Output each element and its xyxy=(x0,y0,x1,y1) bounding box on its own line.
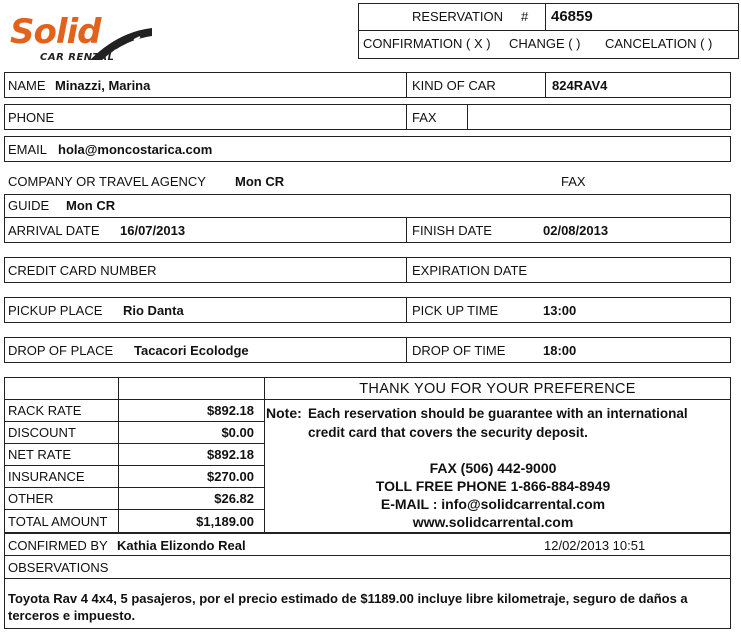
dropoff-place-value: Tacacori Ecolodge xyxy=(134,343,249,358)
name-label: NAME xyxy=(8,78,46,93)
contact-website: www.solidcarrental.com xyxy=(412,514,574,530)
company-value: Mon CR xyxy=(235,174,285,189)
rate-row-line-5 xyxy=(4,509,264,510)
contact-fax: FAX (506) 442-9000 xyxy=(429,460,557,476)
name-divider xyxy=(406,72,407,98)
reservation-number: 46859 xyxy=(551,8,593,25)
net-rate-label: NET RATE xyxy=(8,447,72,462)
email-value: hola@moncostarica.com xyxy=(58,142,213,157)
note-line-2: credit card that covers the security deposit. xyxy=(308,425,588,440)
reservation-number-divider xyxy=(545,3,546,31)
dropoff-divider xyxy=(406,337,407,363)
confirmed-divider xyxy=(4,555,731,556)
observations-text xyxy=(8,590,728,624)
rate-row-line-4 xyxy=(4,487,264,488)
observations-label: OBSERVATIONS xyxy=(8,560,109,575)
observations-divider xyxy=(4,578,731,579)
company-label: COMPANY OR TRAVEL AGENCY xyxy=(8,174,206,189)
guide-value: Mon CR xyxy=(66,198,116,213)
confirmed-datetime: 12/02/2013 10:51 xyxy=(544,538,646,553)
net-rate-value: $892.18 xyxy=(207,447,254,462)
company-fax-label: FAX xyxy=(561,174,586,189)
dropoff-time-value: 18:00 xyxy=(543,343,577,358)
fax-divider xyxy=(467,104,468,130)
thank-you-heading: THANK YOU FOR YOUR PREFERENCE xyxy=(359,381,636,397)
name-value: Minazzi, Marina xyxy=(55,78,151,93)
pickup-time-label: PICK UP TIME xyxy=(412,303,499,318)
finish-date-value: 02/08/2013 xyxy=(543,223,609,238)
arrival-date-value: 16/07/2013 xyxy=(120,223,186,238)
rack-rate-value: $892.18 xyxy=(207,403,254,418)
rate-row-line-1 xyxy=(4,421,264,422)
thanks-divider xyxy=(264,399,731,400)
arrival-date-label: ARRIVAL DATE xyxy=(8,223,100,238)
email-label: EMAIL xyxy=(8,142,48,157)
total-amount-value: $1,189.00 xyxy=(196,514,254,529)
contact-info xyxy=(264,459,722,531)
credit-card-label: CREDIT CARD NUMBER xyxy=(8,263,157,278)
pickup-place-label: PICKUP PLACE xyxy=(8,303,103,318)
contact-toll-free: TOLL FREE PHONE 1-866-884-8949 xyxy=(375,478,611,494)
reservation-divider xyxy=(358,30,739,31)
confirmed-by-value: Kathia Elizondo Real xyxy=(117,538,246,553)
total-amount-label: TOTAL AMOUNT xyxy=(8,514,108,529)
pickup-row xyxy=(4,297,731,323)
reservation-hash: # xyxy=(521,9,529,24)
discount-label: DISCOUNT xyxy=(8,425,76,440)
pickup-divider xyxy=(406,297,407,323)
note-label: Note: xyxy=(266,405,302,421)
logo-word: Solid xyxy=(10,12,101,52)
guide-divider xyxy=(4,217,731,218)
finish-date-label: FINISH DATE xyxy=(412,223,492,238)
observations-line-1: Toyota Rav 4 4x4, 5 pasajeros, por el precio estimado de $1189.00 incluye libre kilometraje, seguro de daños a xyxy=(8,591,688,606)
rack-rate-label: RACK RATE xyxy=(8,403,82,418)
phone-row xyxy=(4,104,731,130)
phone-label: PHONE xyxy=(8,110,55,125)
logo-subtitle: CAR RENTAL xyxy=(40,52,115,63)
phone-divider xyxy=(406,104,407,130)
other-label: OTHER xyxy=(8,491,54,506)
other-value: $26.82 xyxy=(214,491,254,506)
pickup-place-value: Rio Danta xyxy=(123,303,184,318)
dates-divider xyxy=(406,217,407,243)
expiration-date-label: EXPIRATION DATE xyxy=(412,263,528,278)
rate-row-line-2 xyxy=(4,443,264,444)
contact-email: E-MAIL : info@solidcarrental.com xyxy=(380,496,606,512)
company-logo xyxy=(6,8,156,68)
status-change: CHANGE ( ) xyxy=(509,36,581,51)
dropoff-place-label: DROP OF PLACE xyxy=(8,343,114,358)
observations-line-2: terceros e impuesto. xyxy=(8,608,136,623)
dropoff-time-label: DROP OF TIME xyxy=(412,343,506,358)
kind-divider xyxy=(545,72,546,98)
fax-label: FAX xyxy=(412,110,437,125)
reservation-label: RESERVATION xyxy=(412,9,504,24)
insurance-label: INSURANCE xyxy=(8,469,85,484)
card-divider xyxy=(406,257,407,283)
confirmed-by-label: CONFIRMED BY xyxy=(8,538,108,553)
status-confirmation: CONFIRMATION ( X ) xyxy=(363,36,491,51)
rates-header-divider xyxy=(4,399,264,400)
insurance-value: $270.00 xyxy=(207,469,254,484)
note-text xyxy=(308,404,728,442)
kind-of-car-label: KIND OF CAR xyxy=(412,78,496,93)
discount-value: $0.00 xyxy=(221,425,254,440)
status-cancelation: CANCELATION ( ) xyxy=(605,36,713,51)
rate-row-line-3 xyxy=(4,465,264,466)
note-line-1: Each reservation should be guarantee with an international xyxy=(308,406,688,421)
kind-of-car-value: 824RAV4 xyxy=(552,78,608,93)
guide-label: GUIDE xyxy=(8,198,50,213)
pickup-time-value: 13:00 xyxy=(543,303,577,318)
